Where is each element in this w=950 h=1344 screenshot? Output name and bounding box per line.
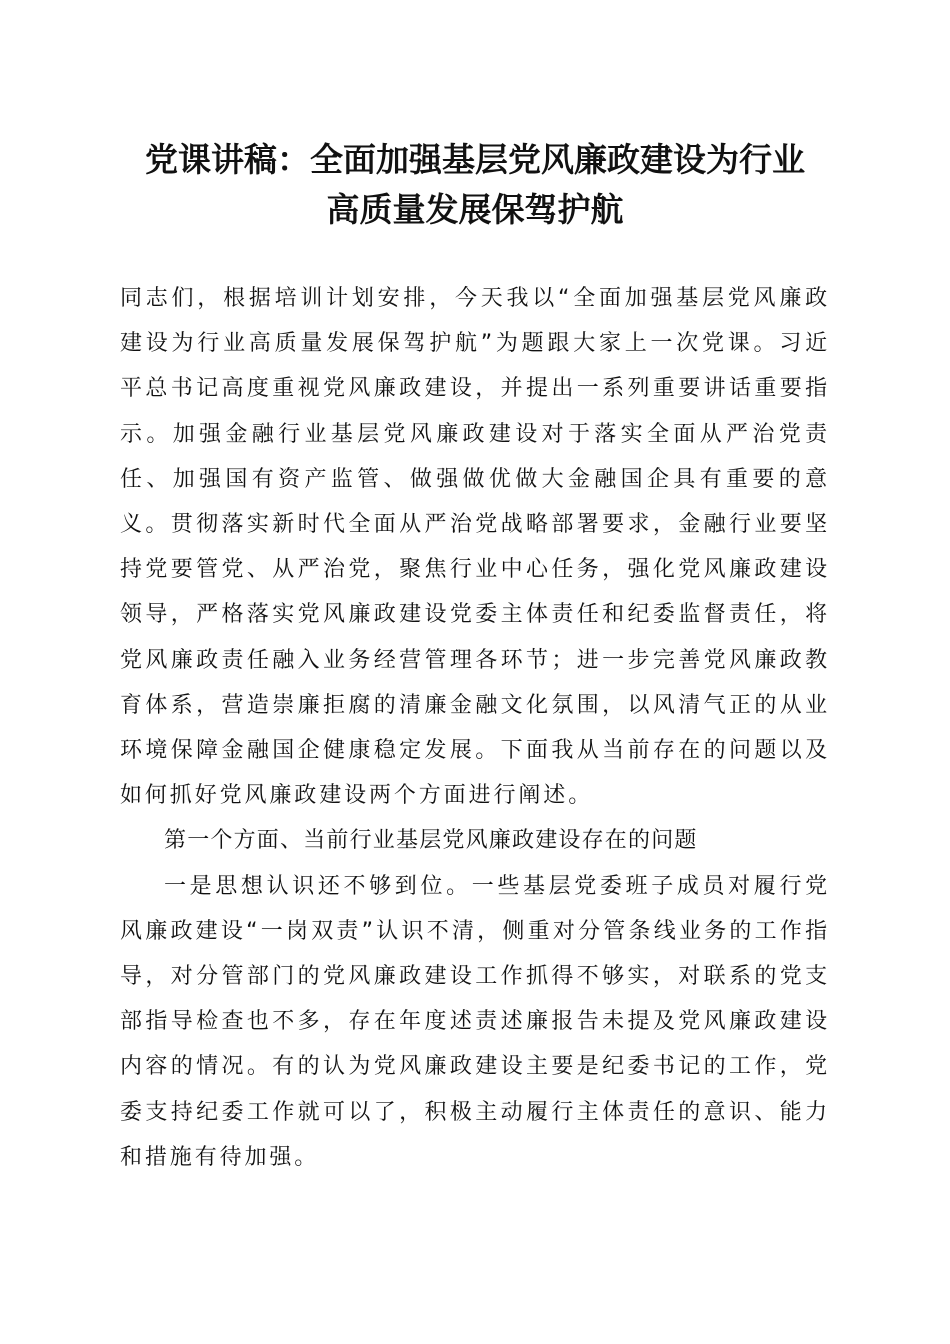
document-body — [120, 276, 830, 1180]
intro-paragraph: 同志们，根据培训计划安排，今天我以“全面加强基层党风廉政建设为行业高质量发展保驾护航”为题跟大家上一次党课。习近平总书记高度重视党风廉政建设，并提出一系列重要讲话重要指示。加强金融行业基层党风廉政建设对于落实全面从严治党责任、加强国有资产监管、做强做优做大金融国企具有重要的意义。贯彻落实新时代全面从严治党战略部署要求，金融行业要坚持党要管党、从严治党，聚焦行业中心任务，强化党风廉政建设领导，严格落实党风廉政建设党委主体责任和纪委监督责任，将党风廉政责任融入业务经营管理各环节；进一步完善党风廉政教育体系，营造崇廉拒腐的清廉金融文化氛围，以风清气正的从业环境保障金融国企健康稳定发展。下面我从当前存在的问题以及如何抓好党风廉政建设两个方面进行阐述。 — [120, 286, 830, 809]
section-heading: 第一个方面、当前行业基层党风廉政建设存在的问题 — [164, 828, 698, 854]
point-one-paragraph: 一是思想认识还不够到位。一些基层党委班子成员对履行党风廉政建设“一岗双责”认识不清，侧重对分管条线业务的工作指导，对分管部门的党风廉政建设工作抓得不够实，对联系的党支部指导检查也不多，存在年度述责述廉报告未提及党风廉政建设内容的情况。有的认为党风廉政建设主要是纪委书记的工作，党委支持纪委工作就可以了，积极主动履行主体责任的意识、能力和措施有待加强。 — [120, 873, 830, 1170]
document-title — [100, 135, 850, 235]
title-line-2: 高质量发展保驾护航 — [326, 190, 624, 229]
title-line-1: 党课讲稿：全面加强基层党风廉政建设为行业 — [145, 140, 805, 179]
